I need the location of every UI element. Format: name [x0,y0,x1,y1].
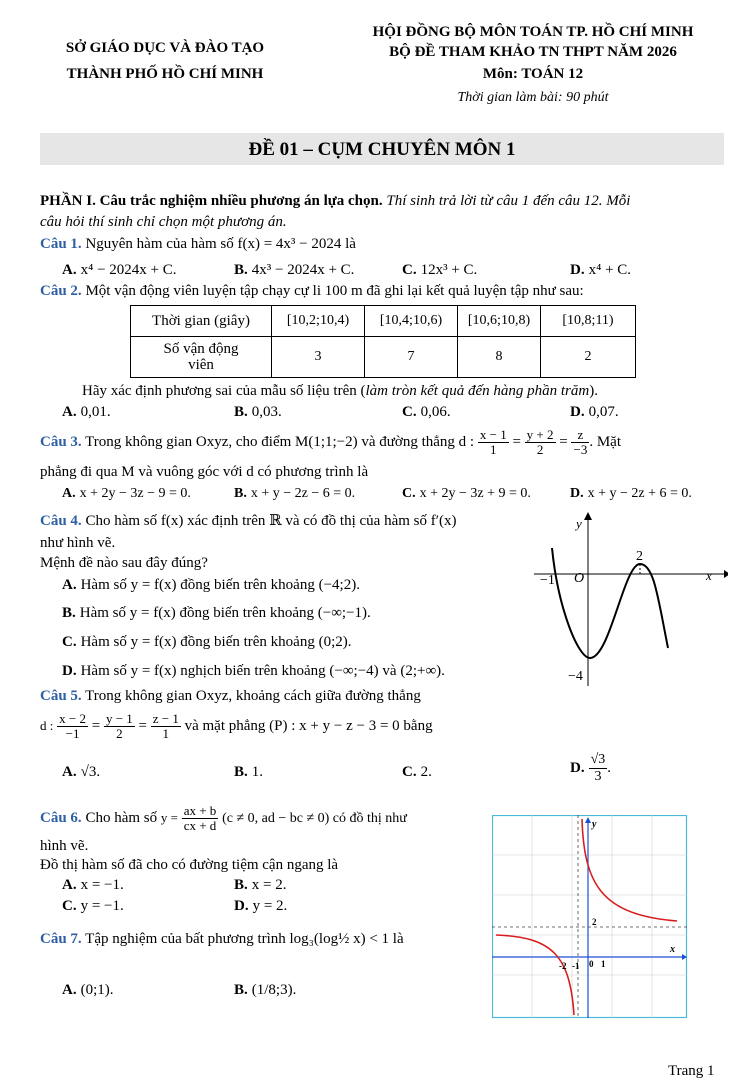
tick-label-2: 2 [636,549,643,564]
option-key: A. [62,577,77,593]
fraction [104,712,135,741]
option-value: Hàm số y = f(x) nghịch biến trên khoảng (−∞;−4) và (2;+∞). [80,663,445,679]
tick-label-1: 1 [601,959,606,969]
denominator: −3 [573,442,588,457]
q6-label: Câu 6. [40,809,82,826]
option-value: Hàm số y = f(x) đồng biến trên khoảng (−4;2). [80,577,360,593]
frequency-table [130,305,636,378]
q4-line3: Mệnh đề nào sau đây đúng? [40,555,208,571]
row-head-line: viên [188,357,214,373]
option-value: √3. [80,764,101,780]
option-key: B. [234,404,248,420]
option-value: x + 2y − 3z + 9 = 0. [419,486,531,501]
denominator: 1 [490,442,497,457]
x-axis-arrow [724,570,728,578]
exam-title: ĐỀ 01 – CỤM CHUYÊN MÔN 1 [248,139,516,160]
q6-stem: Câu 6. Cho hàm số y = $\frac{ax + b}{cx + d}$ (c ≠ 0, ad − bc ≠ 0) có đồ thị như [40,803,407,833]
part1-instruction-2: câu hỏi thí sinh chỉ chọn một phương án. [40,214,287,230]
option-key: B. [234,486,247,501]
option-value: Hàm số y = f(x) đồng biến trên khoảng (−∞;−1). [79,605,371,621]
q2-label: Câu 2. [40,283,82,299]
row-head-line: Số vận động [163,341,239,357]
option-value: 2. [420,764,432,780]
line-label: d : [40,717,54,733]
q6-line2: hình vẽ. [40,838,89,854]
option-value: Hàm số y = f(x) đồng biến trên khoảng (0;2). [80,634,352,650]
option-value: x + 2y − 3z − 9 = 0. [79,486,191,501]
q2-stem [40,283,584,300]
numerator: y + 2 [526,427,554,442]
q4-line2: như hình vẽ. [40,535,116,551]
option-value: 4x³ − 2024x + C. [251,262,355,278]
option-key: A. [62,877,77,893]
q2-option-c[interactable] [402,404,451,421]
q3-text: Trong không gian Oxyz, cho điểm M(1;1;−2) và đường thẳng d : [85,433,475,450]
fraction [478,428,509,457]
table-cell: [10,6;10,8) [458,306,541,337]
option-value: (0;1). [80,982,114,998]
tick-label-neg2: -2 [559,961,567,971]
q2-question-end: ). [589,383,598,399]
y-axis-label: y [576,516,582,531]
numerator: z [571,428,589,443]
option-value: y = −1. [80,898,124,914]
fraction [182,804,219,833]
numerator: y − 1 [105,711,133,726]
q5-text2: và mặt phẳng (P) : x + y − z − 3 = 0 bằng [184,717,433,734]
table-row [131,337,636,378]
tick-label-2: 2 [592,917,597,927]
q5-option-d[interactable]: D. $\frac{√3}{3}$ . [570,752,612,784]
part1-heading [40,193,730,210]
q6-option-b[interactable] [234,877,286,894]
q7-option-a[interactable] [62,982,114,999]
table-cell: 2 [541,337,636,378]
q3-option-c[interactable] [402,486,531,502]
dept-line1: SỞ GIÁO DỤC VÀ ĐÀO TẠO [65,40,265,56]
numerator: z − 1 [152,711,179,726]
q5-stem [40,688,421,705]
q4-option-a[interactable] [62,577,360,594]
option-key: A. [62,404,77,420]
q4-stem [40,511,457,530]
fraction [57,712,88,741]
table-cell: [10,8;11) [541,306,636,337]
q6-line3: Đồ thị hàm số đã cho có đường tiệm cận ngang là [40,857,339,873]
derivative-curve [552,548,668,658]
council-line1: HỘI ĐỒNG BỘ MÔN TOÁN TP. HỒ CHÍ MINH [372,24,694,40]
denominator: −1 [65,726,80,741]
option-value: 0,07. [588,404,619,420]
q3-line2: phẳng đi qua M và vuông góc với d có phương trình là [40,464,369,480]
numerator: ax + b [183,803,217,818]
exam-title-band [40,133,724,165]
option-key: C. [402,486,416,501]
q4-option-b[interactable] [62,605,371,622]
q2-question [82,383,598,400]
denominator: cx + d [183,818,217,833]
origin-label: O [574,571,585,586]
x-axis-label: x [706,568,712,583]
option-key: C. [402,262,417,278]
option-value: x⁴ + C. [588,262,632,278]
q2-option-b[interactable] [234,404,282,421]
option-key: D. [570,404,585,420]
table-cell: Thời gian (giây) [131,306,272,337]
option-value: x = 2. [251,877,287,893]
q4-text: Cho hàm số f(x) xác định trên ℝ và có đồ thị của hàm số f′(x) [85,513,457,529]
option-key: B. [62,605,76,621]
q5-line2: d : $\frac{x - 2}{-1}$ = $\frac{y - 1}{2}$ = $\frac{z - 1}{1}$ và mặt phẳng (P) : x + y − z − 3 = 0 bằng [40,711,433,741]
q7-text: Tập nghiệm của bất phương trình log₃(log½ x) < 1 là [85,931,404,947]
option-key: A. [62,982,77,998]
dept-line2: THÀNH PHỐ HỒ CHÍ MINH [66,66,264,82]
part1-instruction: Thí sinh trả lời từ câu 1 đến câu 12. Mỗi [386,193,631,209]
part1-title: PHẦN I. Câu trắc nghiệm nhiều phương án lựa chọn. [40,193,383,209]
q2-text: Một vận động viên luyện tập chạy cự li 100 m đã ghi lại kết quả luyện tập như sau: [85,283,584,299]
option-value: 0,03. [251,404,282,420]
numerator: √3 [590,752,606,767]
q1-option-b[interactable] [234,262,354,279]
option-key: D. [62,663,77,679]
table-cell: 7 [365,337,458,378]
option-key: C. [62,898,77,914]
denominator: 1 [162,726,170,741]
numerator: x − 2 [59,711,86,726]
q3-option-a[interactable] [62,486,191,502]
denominator: 2 [536,442,544,457]
tick-label-neg1: −1 [540,573,555,588]
q1-option-a[interactable] [62,262,177,279]
q2-question-text: Hãy xác định phương sai của mẫu số liệu trên ( [82,383,366,399]
q3-text-end: . Mặt [589,433,621,450]
q6-hyperbola-graph [492,815,688,1019]
option-key: B. [234,877,248,893]
option-key: C. [402,764,417,780]
q4-option-c[interactable] [62,634,352,651]
option-value: 1. [251,764,264,780]
option-key: B. [234,764,248,780]
q4-label: Câu 4. [40,513,82,529]
q3-option-d[interactable] [570,486,692,502]
council-line2: BỘ ĐỀ THAM KHẢO TN THPT NĂM 2026 [389,44,677,60]
option-key: C. [62,634,77,650]
q1-option-d[interactable] [570,262,631,279]
q4-option-d[interactable] [62,663,445,680]
q1-stem [40,236,356,253]
q6-option-d[interactable] [234,898,287,915]
table-cell: [10,2;10,4) [272,306,365,337]
q5-option-c[interactable] [402,764,432,781]
fraction [525,428,556,457]
tick-label-0: 0 [589,959,594,969]
option-value: x + y − 2z + 6 = 0. [587,486,692,501]
q6-condition: (c ≠ 0, ad − bc ≠ 0) có đồ thị như [222,810,407,826]
fraction [589,752,608,785]
option-key: D. [234,898,249,914]
q2-question-italic: làm tròn kết quả đến hàng phần trăm [365,383,590,399]
table-cell [131,337,272,378]
option-value: 0,06. [420,404,451,420]
fraction [151,712,181,741]
option-key: D. [570,486,584,501]
table-cell: [10,4;10,6) [365,306,458,337]
q5-option-b[interactable] [234,764,263,781]
option-value: (1/8;3). [251,982,297,998]
option-value: x⁴ − 2024x + C. [80,262,177,278]
option-key: A. [62,486,76,501]
denominator: 3 [594,769,602,784]
table-cell: 3 [272,337,365,378]
option-value: 0,01. [80,404,111,420]
q2-option-d[interactable] [570,404,619,421]
option-key: A. [62,764,77,780]
q5-option-a[interactable] [62,764,100,781]
option-key: D. [570,759,585,776]
option-value: y = 2. [252,898,288,914]
tick-label-neg1: -1 [572,961,580,971]
option-key: B. [234,982,248,998]
q2-option-a[interactable] [62,404,111,421]
table-cell: 8 [458,337,541,378]
option-value: x + y − 2z − 6 = 0. [250,486,356,501]
option-value: 12x³ + C. [420,262,478,278]
q6-option-a[interactable] [62,877,124,894]
q3-label: Câu 3. [40,433,82,450]
option-key: A. [62,262,77,278]
subject-line: Môn: TOÁN 12 [482,66,584,82]
y-axis-label: y [592,819,597,830]
table-row [131,306,636,337]
option-value: x = −1. [80,877,124,893]
fraction [571,428,589,457]
q1-option-c[interactable] [402,262,477,279]
page-number: Trang 1 [668,1063,715,1079]
option-key: B. [234,262,248,278]
denominator: 2 [116,726,123,741]
option-key: D. [570,262,585,278]
graph-frame [493,816,687,1018]
q4-derivative-graph [528,508,728,688]
duration-line: Thời gian làm bài: 90 phút [457,90,609,105]
y-axis-arrow [584,512,592,520]
q7-option-b[interactable] [234,982,296,999]
q3-stem: Câu 3. Trong không gian Oxyz, cho điểm M(1;1;−2) và đường thẳng d : $\frac{x - 1}{1}$ = $\frac{y + 2}{2}$ = $\frac{z}{-3}$ . Mặt [40,427,621,457]
q3-option-b[interactable] [234,486,355,502]
q6-text: Cho hàm số [85,809,158,826]
q7-label: Câu 7. [40,931,82,947]
numerator: x − 1 [479,427,507,442]
q5-label: Câu 5. [40,688,82,704]
q6-option-c[interactable] [62,898,124,915]
q7-stem [40,931,404,948]
tick-label-neg4: −4 [568,669,583,684]
q1-text: Nguyên hàm của hàm số f(x) = 4x³ − 2024 là [85,236,356,252]
option-key: C. [402,404,417,420]
q5-text: Trong không gian Oxyz, khoảng cách giữa đường thẳng [85,688,421,704]
x-axis-label: x [670,944,675,955]
q1-label: Câu 1. [40,236,82,252]
